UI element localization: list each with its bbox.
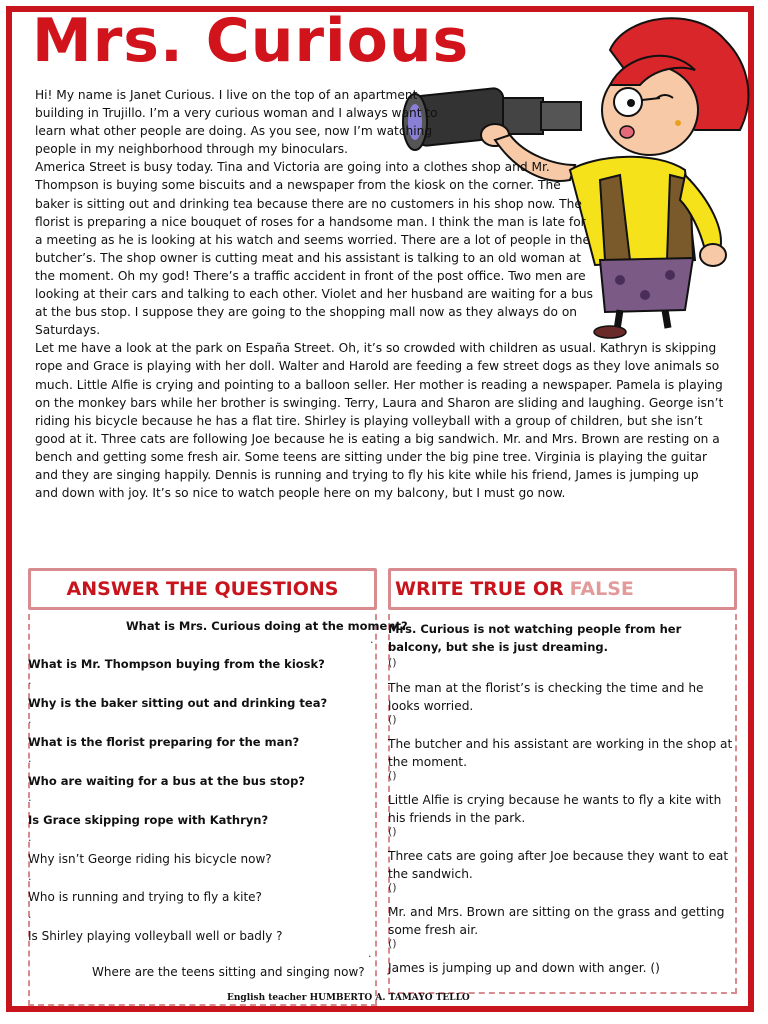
question-9: Is Shirley playing volleyball well or badly ?	[28, 929, 283, 943]
question-10: Where are the teens sitting and singing now?	[92, 965, 365, 979]
question-4: What is the florist preparing for the man?	[28, 735, 300, 749]
question-6: Is Grace skipping rope with Kathryn?	[28, 813, 269, 827]
answer-line-4[interactable]: .	[28, 752, 32, 765]
tf-blank-5[interactable]: ()	[388, 881, 397, 894]
tf-statement-5: Three cats are going after Joe because they want to eat the sandwich.	[388, 849, 729, 881]
answer-line-6[interactable]: .	[28, 831, 32, 844]
tf-blank-4[interactable]: ()	[388, 825, 397, 838]
tf-statement-4: Little Alfie is crying because he wants to fly a kite with his friends in the park.	[388, 793, 722, 825]
question-1: What is Mrs. Curious doing at the moment?	[126, 619, 408, 633]
story-paragraph-intro: Hi! My name is Janet Curious. I live on the top of an apartment building in Trujillo. I’m a very curious woman and I always want to learn what other people are doing. As you see, now I’m watching people in my neighborhood through my binoculars.	[35, 88, 438, 157]
question-2: What is Mr. Thompson buying from the kiosk?	[28, 657, 325, 671]
true-false-heading: WRITE TRUE OR FALSE	[388, 568, 737, 610]
answer-questions-box	[28, 614, 377, 1006]
answer-line-3[interactable]: .	[28, 713, 32, 726]
answer-line-9[interactable]: .	[368, 947, 372, 960]
story-text	[35, 86, 725, 502]
page-title: Mrs. Curious	[32, 6, 470, 76]
question-3: Why is the baker sitting out and drinking tea?	[28, 696, 328, 710]
story-paragraph-street: America Street is busy today. Tina and Victoria are going into a clothes shop and Mr. Thompson is buying some biscuits and a newspaper from the kiosk on the corner. The baker is sitting out and drinking tea because there are no customers in his shop now. The florist is preparing a nice bouquet of roses for a handsome man. I think the man is late for a meeting as he is looking at his watch and seems worried. There are a lot of people in the butcher’s. The shop owner is cutting meat and his assistant is talking to an old woman at the moment. Oh my god! There’s a traffic accident in front of the post office. Two men are looking at their cars and talking to each other. Violet and her husband are waiting for a bus at the bus stop. I suppose they are going to the shopping mall now as they always do on Saturdays.	[35, 160, 593, 338]
question-5: Who are waiting for a bus at the bus stop?	[28, 774, 305, 788]
tf-statement-1: Mrs. Curious is not watching people from her balcony, but she is just dreaming.	[388, 622, 682, 654]
tf-blank-6[interactable]: ()	[388, 937, 397, 950]
question-7: Why isn’t George riding his bicycle now?	[28, 852, 272, 866]
answer-line-8[interactable]: .	[28, 908, 32, 921]
tf-blank-3[interactable]: ()	[388, 769, 397, 782]
story-paragraph-park: Let me have a look at the park on España Street. Oh, it’s so crowded with children as usual. Kathryn is skipping rope and Grace is playing with her doll. Walter and Harold are feeding a few street dogs as they love animals so much. Little Alfie is crying and pointing to a balloon seller. Her mother is reading a newspaper. Pamela is playing on the monkey bars while her brother is swinging. Terry, Laura and Sharon are sliding and laughing. George isn’t riding his bicycle because he has a flat tire. Shirley is playing volleyball with a group of children, but she isn’t good at it. Three cats are following Joe because he is eating a big sandwich. Mr. and Mrs. Brown are resting on a bench and getting some fresh air. Some teens are sitting under the big pine tree. Virginia is playing the guitar and they are singing happily. Dennis is running and trying to fly his kite while his friend, James is jumping up and down with joy. It’s so nice to watch people here on my balcony, but I must go now.	[35, 341, 724, 501]
tf-blank-2[interactable]: ()	[388, 713, 397, 726]
question-8: Who is running and trying to fly a kite?	[28, 890, 262, 904]
answer-line-7[interactable]: .	[28, 870, 32, 883]
tf-statement-7: James is jumping up and down with anger. ()	[388, 961, 660, 975]
answer-line-1[interactable]: .	[370, 633, 374, 646]
answer-line-5[interactable]: .	[28, 791, 32, 804]
tf-blank-1[interactable]: ()	[388, 656, 397, 669]
answer-questions-heading: ANSWER THE QUESTIONS	[28, 568, 377, 610]
tf-statement-6: Mr. and Mrs. Brown are sitting on the grass and getting some fresh air.	[388, 905, 725, 937]
tf-statement-3: The butcher and his assistant are working in the shop at the moment.	[388, 737, 733, 769]
teacher-credit: English teacher HUMBERTO A. TAMAYO TELLO	[227, 993, 470, 1003]
answer-line-2[interactable]: .	[28, 674, 32, 687]
tf-statement-2: The man at the florist’s is checking the time and he looks worried.	[388, 681, 704, 713]
